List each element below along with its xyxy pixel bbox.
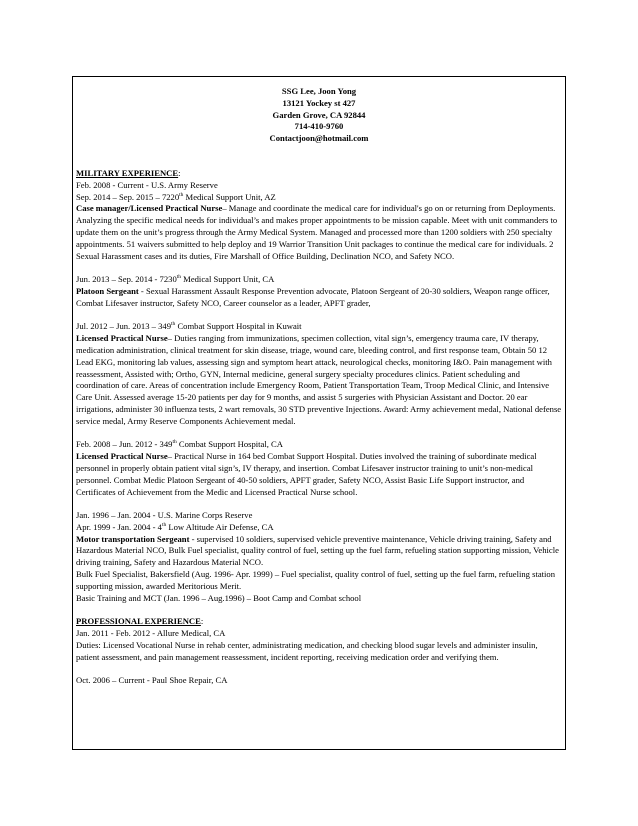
- resume-page: [72, 76, 566, 750]
- job2-text: - Sexual Harassment Assault Response Prevention advocate, Platoon Sergeant of 20-30 soldiers, Weapon range officer, Combat Lifesaver instructor, Safety NCO, Career counselor as a leader, APFT grader,: [76, 285, 550, 308]
- job1-unit: Medical Support Unit, AZ: [183, 191, 276, 202]
- marines-ordinal: th: [161, 522, 167, 529]
- professional-section: [76, 616, 562, 687]
- allure-duties: Duties: Licensed Vocational Nurse in rehab center, administrating medication, and checking blood sugar levels and administer insulin, patient assessment, and pain management reassessment, incident reporting, receiving medication order and verifying them.: [76, 639, 538, 662]
- job2-role: Platoon Sergeant: [76, 285, 139, 296]
- army-reserve-line: Feb. 2008 - Current - U.S. Army Reserve: [76, 179, 218, 190]
- resume-document: [73, 77, 565, 687]
- military-section: [76, 168, 562, 604]
- job2-description: [76, 286, 562, 310]
- marines-role: Motor transportation Sergeant: [76, 533, 190, 544]
- job1-role: Case manager/Licensed Practical Nurse: [76, 203, 223, 214]
- marines-date-text: Apr. 1999 - Jan. 2004 - 4: [76, 521, 162, 532]
- contact-header: [76, 86, 562, 145]
- job4-date-text: Feb. 2008 – Jun. 2012 - 349: [76, 439, 173, 450]
- job3-unit: Combat Support Hospital in Kuwait: [175, 321, 302, 332]
- basic-training-line: Basic Training and MCT (Jan. 1996 – Aug.1996) – Boot Camp and Combat school: [76, 592, 362, 603]
- phone-number: 714-410-9760: [294, 121, 344, 132]
- job2-unit: Medical Support Unit, CA: [181, 274, 275, 285]
- job3-ordinal: th: [171, 321, 176, 328]
- job3-text: – Duties ranging from immunizations, specimen collection, vital sign’s, emergency trauma care, IV therapy, medication administration, clinical treatment for skin disease, triage, wound care, bleeding control, and first response team, Obtain 50 12 Lead EKG, monitoring lab values, assessing sign and symptom heart attack, neurological checks, monitoring I&O. Pain management with reassessment, Assisted with; Ortho, GYN, Internal medicine, general surgery specialty procedures clinics. Patient scheduling and coordination of care. Areas of concentration include Emergency Room, Patient Transportation Team, Troop Medical Clinic, and Intensive Care Unit. Assessed average 15-20 patients per day for 9 months, and assist 5 surgeries with Physician Assistant and Doctor. 20 ear irrigations, administer 30 influenza tests, 2 wart removals, 30 STD preventive Injections. Award: Army achievement medal, National defense service medal, Army Reserve Components Achievement medal.: [76, 333, 562, 426]
- job1-ordinal: th: [179, 191, 184, 198]
- military-colon: :: [178, 167, 181, 178]
- job4-text: – Practical Nurse in 164 bed Combat Support Hospital. Duties involved the training of subordinate medical personnel in properly obtain patient vital sign’s, IV therapy, and insertion. Combat Lifesaver instructor training to unit’s non-medical personnel. Combat Medic Platoon Sergeant of 40-50 soldiers, APFT grader, Safety NCO, Assist Basic Life Support instructor, and Certificates of Achievement from the Medic and Licensed Practical Nurse school.: [76, 451, 537, 497]
- job1-date-text: Sep. 2014 – Sep. 2015 – 7220: [76, 191, 180, 202]
- street-address: 13121 Yockey st 427: [282, 97, 356, 108]
- spacer: [76, 604, 562, 616]
- spacer: [76, 310, 562, 322]
- marines-line: Jan. 1996 – Jan. 2004 - U.S. Marine Corps Reserve: [76, 510, 253, 521]
- job1-dates: [76, 192, 562, 204]
- job3-description: [76, 333, 562, 427]
- job4-ordinal: th: [172, 439, 177, 446]
- job3-date-text: Jul. 2012 – Jun. 2013 – 349: [76, 321, 172, 332]
- spacer: [76, 428, 562, 440]
- job2-date-text: Jun. 2013 – Sep. 2014 - 7230: [76, 274, 177, 285]
- job4-unit: Combat Support Hospital, CA: [176, 439, 283, 450]
- job4-description: [76, 451, 562, 498]
- job2-dates: [76, 274, 562, 286]
- marines-dates: [76, 522, 562, 534]
- marines-unit: Low Altitude Air Defense, CA: [166, 521, 274, 532]
- military-title: MILITARY EXPERIENCE: [76, 167, 179, 178]
- spacer: [76, 498, 562, 510]
- job4-dates: [76, 439, 562, 451]
- candidate-name: SSG Lee, Joon Yong: [281, 86, 357, 96]
- military-heading: [76, 168, 562, 180]
- email-address[interactable]: Contactjoon@hotmail.com: [269, 133, 369, 144]
- bulk-fuel-description: Bulk Fuel Specialist, Bakersfield (Aug. 1996- Apr. 1999) – Fuel specialist, quality control of fuel, setting up the fuel farm, refueling station supporting mission, awarded Meritorious Merit.: [76, 569, 556, 591]
- spacer: [76, 663, 562, 675]
- professional-colon: :: [200, 616, 204, 627]
- job4-role: Licensed Practical Nurse: [76, 451, 168, 462]
- paul-shoe-line: Oct. 2006 – Current - Paul Shoe Repair, CA: [76, 675, 228, 686]
- spacer: [76, 262, 562, 274]
- job3-role: Licensed Practical Nurse: [76, 333, 168, 344]
- job1-description: [76, 203, 562, 262]
- professional-title: PROFESSIONAL EXPERIENCE: [76, 616, 201, 627]
- marines-description: [76, 534, 562, 569]
- job3-dates: [76, 321, 562, 333]
- professional-heading: [76, 616, 562, 628]
- allure-medical-line: Jan. 2011 - Feb. 2012 - Allure Medical, CA: [76, 628, 226, 639]
- city-state-zip: Garden Grove, CA 92844: [272, 109, 366, 120]
- job2-ordinal: th: [176, 274, 182, 281]
- job1-text: – Manage and coordinate the medical care for individual's go on or returning from Deployments. Analyzing the specific medical needs for individual’s and makes proper appointments to be mission capable. Meet with unit commanders to update them on the unit’s progress through the Army Medical System. Managed and processed more than 1200 soldiers with 250 specialty appointments. 51 waivers submitted to help deploy and 19 Warrior Transition Unit packages to continue the medical care for individuals. 2 Sexual Harassment cases and its duties, Fire Marshall of Office Building, Declination NCO, and Safety NCO.: [76, 203, 558, 261]
- marines-text: - supervised 10 soldiers, supervised vehicle preventive maintenance, Vehicle driving training, Safety and Hazardous Material NCO, Bulk Fuel specialist, quality control of fuel, setting up the fuel farm, refueling station supporting mission, Vehicle driving training, Safety and Hazardous Material NCO.: [76, 533, 559, 568]
